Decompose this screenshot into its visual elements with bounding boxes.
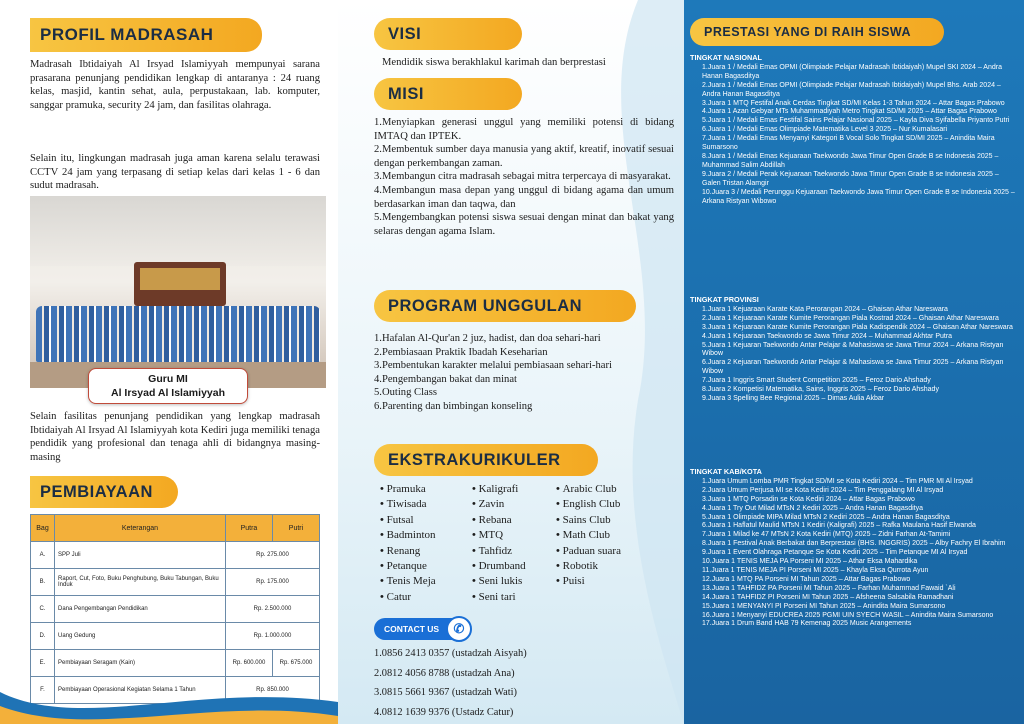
list-item: • Math Club — [556, 528, 621, 543]
fee-keterangan: Uang Gedung — [55, 623, 226, 650]
table-row — [31, 569, 320, 596]
ekstra-column-3 — [556, 482, 621, 590]
prestasi-nasional — [690, 54, 1016, 206]
list-item: 5.Outing Class — [374, 387, 437, 399]
list-item: 6.Parenting dan bimbingan konseling — [374, 400, 533, 412]
list-item: 9.Juara 3 Spelling Bee Regional 2025 – Dimas Aulia Akbar — [702, 394, 885, 402]
visi-title: VISI — [374, 18, 522, 50]
list-item: 6.Juara 2 Kejuaran Taekwondo Antar Pelajar & Mahasiswa se Jawa Timur 2025 – Arkana Ristyan Wibow — [702, 359, 1004, 376]
program-list — [374, 332, 674, 414]
list-item: 4.Juara 1 Azan Gebyar MTs Muhammadiyah Metro Tingkat SD/MI 2025 – Attar Bagas Prabowo — [702, 108, 997, 116]
list-item: 4.Membangun masa depan yang unggul di bidang agama dan umum berdasarkan iman dan taqwa, dan — [374, 184, 674, 210]
visi-text: Mendidik siswa berakhlakul karimah dan berprestasi — [382, 57, 606, 68]
prestasi-provinsi — [690, 296, 1016, 404]
fee-header-putra: Putra — [225, 515, 272, 542]
list-item: 1.Menyiapkan generasi unggul yang memiliki potensi di bidang IMTAQ dan IPTEK. — [374, 117, 674, 142]
list-item: 2.Membentuk sumber daya manusia yang aktif, kreatif, inovatif sesuai dengan perkembangan zaman. — [374, 144, 674, 169]
fee-keterangan: Dana Pengembangan Pendidikan — [55, 596, 226, 623]
fee-keterangan: Raport, Cut, Foto, Buku Penghubung, Buku Tabungan, Buku Induk — [55, 569, 226, 596]
program-title: PROGRAM UNGGULAN — [374, 290, 636, 322]
list-item: 15.Juara 1 MENYANYI PI Porseni MI Tahun 2025 – Anindita Maira Sumarsono — [702, 602, 946, 610]
fee-cost: Rp. 275.000 — [225, 542, 319, 569]
bottom-wave-decoration — [0, 662, 338, 724]
list-item: • Tenis Meja — [380, 574, 436, 589]
table-row — [31, 596, 320, 623]
table-row — [31, 623, 320, 650]
list-item: 5.Mengembangkan potensi siswa sesuai dengan minat dan bakat yang selaras dengan agama Islam. — [374, 212, 674, 237]
pembiayaan-title: PEMBIAYAAN — [30, 476, 178, 508]
contact-number: 1.0856 2413 0357 (ustadzah Aisyah) — [374, 648, 527, 659]
photo-caption-line-2: Al Irsyad Al Islamiyyah — [111, 387, 225, 399]
list-item: 17.Juara 1 Drum Band HAB 79 Kemenag 2025 Music Arangements — [702, 620, 912, 628]
list-item: • Tahfidz — [472, 544, 526, 559]
list-item: 8.Juara 2 Kompetisi Matematika, Sains, Inggris 2025 – Feroz Dario Ahshady — [702, 386, 939, 394]
fee-header-bag: Bag — [31, 515, 55, 542]
level-heading: TINGKAT NASIONAL — [690, 53, 763, 62]
contact-number: 3.0815 5661 9367 (ustadzah Wati) — [374, 687, 517, 698]
fee-cost: Rp. 175.000 — [225, 569, 319, 596]
fee-bag: D. — [31, 623, 55, 650]
list-item: 1.Hafalan Al-Qur'an 2 juz, hadist, dan doa sehari-hari — [374, 333, 601, 344]
fee-cost-putri: Rp. 675.000 — [272, 650, 319, 677]
panel-profil — [0, 0, 338, 724]
fee-cost: Rp. 850.000 — [225, 677, 319, 704]
fee-header-putri: Putri — [272, 515, 319, 542]
misi-list — [374, 116, 674, 238]
list-item: 3.Pembentukan karakter melalui pembiasaan sehari-hari — [374, 360, 612, 372]
contact-number: 4.0812 1639 9376 (Ustadz Catur) — [374, 706, 514, 718]
fee-keterangan: SPP Juli — [55, 542, 226, 569]
photo-caption — [88, 368, 248, 404]
list-item: 2.Juara 1 Kejuaraan Karate Kumite Perorangan Piala Kostrad 2024 – Ghaisan Athar Nareswara — [702, 314, 999, 322]
list-item: 8.Juara 1 / Medali Emas Kejuaraan Taekwondo Jawa Timur Open Grade B se Indonesia 2025 – Muhammad Salim Abdillah — [702, 152, 999, 169]
list-item: • Tiwisada — [380, 497, 436, 512]
fee-bag: C. — [31, 596, 55, 623]
fee-cost: Rp. 2.500.000 — [225, 596, 319, 623]
list-item: • Paduan suara — [556, 544, 621, 559]
list-item: 5.Juara 1 Kejuaran Taekwondo Antar Pelajar & Mahasiswa se Jawa Timur 2024 – Arkana Ristyan Wibow — [702, 341, 1004, 358]
phone-icon: ✆ — [446, 616, 472, 642]
table-row — [31, 542, 320, 569]
list-item: 11.Juara 1 TENIS MEJA PI Porseni MI 2025 – Khayla Eksa Qurrota Ayun — [702, 566, 929, 574]
list-item: • Zavin — [472, 497, 526, 512]
list-item: 3.Juara 1 MTQ Porsadin se Kota Kediri 2024 – Attar Bagas Prabowo — [702, 495, 915, 503]
contact-list — [374, 644, 527, 722]
level-heading: TINGKAT KAB/KOTA — [690, 467, 762, 476]
list-item: • English Club — [556, 497, 621, 512]
fee-bag: A. — [31, 542, 55, 569]
list-item: 13.Juara 1 TAHFIDZ PA Porseni MI Tahun 2025 – Farhan Muhammad Fawaid `Ali — [702, 584, 956, 592]
list-item: • MTQ — [472, 528, 526, 543]
list-item: 4.Pengembangan bakat dan minat — [374, 373, 517, 385]
list-item: 9.Juara 2 / Medali Perak Kejuaraan Taekwondo Jawa Timur Open Grade B se Indonesia 2025 – Galen Tristan Alamgir — [702, 170, 999, 187]
list-item: • Catur — [380, 590, 436, 605]
list-item: 2.Juara Umum Perjusa MI se Kota Kediri 2024 – Tim Penggalang MI Al Irsyad — [702, 486, 944, 494]
list-item: • Robotik — [556, 559, 621, 574]
list-item: • Futsal — [380, 513, 436, 528]
fee-bag: B. — [31, 569, 55, 596]
list-item: • Arabic Club — [556, 482, 621, 497]
list-item: • Seni tari — [472, 590, 526, 605]
list-item: 10.Juara 1 TENIS MEJA PA Porseni MI 2025 – Athar Eksa Mahardika — [702, 558, 918, 566]
list-item: 7.Juara 1 Inggris Smart Student Competition 2025 – Feroz Dario Ahshady — [702, 377, 931, 385]
teachers-group-photo — [30, 196, 326, 388]
list-item: • Seni lukis — [472, 574, 526, 589]
list-item: 5.Juara 1 Olimpiade MIPA Milad MTsN 2 Kediri 2025 – Andra Hanan Bagasditya — [702, 513, 950, 521]
list-item: 12.Juara 1 MTQ PA Porseni MI Tahun 2025 – Attar Bagas Prabowo — [702, 575, 911, 583]
list-item: 5.Juara 1 / Medali Emas Festifal Sains Pelajar Nasional 2025 – Kayla Diva Syifabella Priyanto Putri — [702, 117, 1010, 125]
list-item: • Petanque — [380, 559, 436, 574]
list-item: 1.Juara 1 Kejuaraan Karate Kata Perorangan 2024 – Ghaisan Athar Nareswara — [702, 305, 948, 313]
list-item: • Drumband — [472, 559, 526, 574]
list-item: • Sains Club — [556, 513, 621, 528]
fee-keterangan: Pembiayaan Seragam (Kain) — [55, 650, 226, 677]
fee-cost: Rp. 1.000.000 — [225, 623, 319, 650]
list-item: 2.Pembiasaan Praktik Ibadah Keseharian — [374, 346, 548, 358]
panel-visi-misi — [338, 0, 684, 724]
fee-bag: E. — [31, 650, 55, 677]
list-item: 9.Juara 1 Event Olahraga Petanque Se Kota Kediri 2025 – Tim Petanque MI Al Irsyad — [702, 549, 968, 557]
ekstra-title: EKSTRAKURIKULER — [374, 444, 598, 476]
list-item: 7.Juara 1 Milad ke 47 MTsN 2 Kota Kediri (MTQ) 2025 – Zidni Farhan At-Tamimi — [702, 531, 951, 539]
list-item: 4.Juara 1 Kejuaraan Taekwondo se Jawa Timur 2024 – Muhammad Akhtar Putra — [702, 332, 953, 340]
achievement-list — [690, 64, 1016, 207]
list-item: 6.Juara 1 Haflatul Maulid MTsN 1 Kediri (Kaligrafi) 2025 – Rafka Maulana Hasif Elwanda — [702, 522, 976, 530]
profil-paragraph-3: Selain fasilitas penunjang pendidikan yang lengkap madrasah Ibtidaiyah Al Irsyad Al Islamiyyah kota Kediri juga memiliki tenaga pendidik yang profesional dan tenaga ahli di bidangnya masing-masing — [30, 411, 320, 463]
list-item: • Puisi — [556, 574, 621, 589]
contact-us-button[interactable] — [374, 618, 470, 640]
list-item: 7.Juara 1 / Medali Emas Menyanyi Kategori B Vocal Solo Tingkat SD/MI 2025 – Anindita Maira Sumarsono — [702, 135, 995, 152]
misi-title: MISI — [374, 78, 522, 110]
list-item: 14.Juara 1 TAHFIDZ PI Porseni MI Tahun 2025 – Afsheena Salsabila Ramadhani — [702, 593, 954, 601]
level-heading: TINGKAT PROVINSI — [690, 295, 759, 304]
list-item: 1.Juara 1 / Medali Emas OPMI (Olimpiade Pelajar Madrasah Ibtidaiyah) Mupel SKI 2024 – Andra Hanan Bagasditya — [702, 63, 1002, 80]
list-item: 3.Membangun citra madrasah sebagai mitra terpercaya di masyarakat. — [374, 171, 671, 183]
achievement-list — [690, 478, 1016, 629]
profil-title: PROFIL MADRASAH — [30, 18, 262, 52]
achievement-list — [690, 306, 1016, 404]
fee-keterangan: Pembiayaan Operasional Kegiatan Selama 1 Tahun — [55, 677, 226, 704]
contact-number: 2.0812 4056 8788 (ustadzah Ana) — [374, 667, 515, 679]
profil-paragraph-1: Madrasah Ibtidaiyah Al Irsyad Islamiyyah mempunyai sarana prasarana penunjang pendidikan lengkap di antaranya : 24 ruang kelas, masjid, kantin sehat, aula, perpustakaan, lab. komputer, sanggar pramuka, security 24 jam, dan fasilitas olahraga. — [30, 59, 320, 111]
list-item: 10.Juara 3 / Medali Perunggu Kejuaraan Taekwondo Jawa Timur Open Grade B se Indonesia 2025 – Arkana Ristyan Wibowo — [702, 188, 1015, 205]
list-item: • Pramuka — [380, 482, 436, 497]
list-item: 3.Juara 1 Kejuaraan Karate Kumite Perorangan Piala Kadispendik 2024 – Ghaisan Athar Nareswara — [702, 323, 1013, 331]
ekstra-column-2 — [472, 482, 526, 605]
list-item: 2.Juara 1 / Medali Emas OPMI (Olimpiade Pelajar Madrasah Ibtidaiyah) Mupel Bhs. Arab 2024 – Andra Hanan Bagasditya — [702, 81, 1001, 98]
prestasi-title: PRESTASI YANG DI RAIH SISWA — [690, 18, 944, 46]
photo-caption-line-1: Guru MI — [148, 373, 188, 385]
list-item: 3.Juara 1 MTQ Festifal Anak Cerdas Tingkat SD/MI Kelas 1-3 Tahun 2024 – Attar Bagas Prabowo — [702, 99, 1005, 107]
list-item: 8.Juara 1 Festival Anak Berbakat dan Berprestasi (BHS. INGGRIS) 2025 – Alby Fachry El Ibrahim — [702, 540, 1006, 548]
list-item: • Badminton — [380, 528, 436, 543]
list-item: • Kaligrafi — [472, 482, 526, 497]
prestasi-kota — [690, 468, 1016, 629]
ekstra-column-1 — [380, 482, 436, 605]
list-item: • Rebana — [472, 513, 526, 528]
list-item: 16.Juara 1 Menyanyi EDUCREA 2025 PGMI UIN SYECH WASIL – Anindita Maira Sumarsono — [702, 611, 994, 619]
list-item: • Renang — [380, 544, 436, 559]
fee-cost-putra: Rp. 600.000 — [225, 650, 272, 677]
contact-us-label: CONTACT US — [384, 624, 440, 634]
list-item: 6.Juara 1 / Medali Emas Olimpiade Matematika Level 3 2025 – Nur Kumalasari — [702, 126, 948, 134]
list-item: 1.Juara Umum Lomba PMR Tingkat SD/MI se Kota Kediri 2024 – Tim PMR MI Al Irsyad — [702, 477, 973, 485]
fee-header-keterangan: Keterangan — [55, 515, 226, 542]
list-item: 4.Juara 1 Try Out Milad MTsN 2 Kediri 2025 – Andra Hanan Bagasditya — [702, 504, 924, 512]
profil-paragraph-2: Selain itu, lingkungan madrasah juga aman karena selalu terawasi CCTV 24 jam yang terpasang di setiap kelas dari kelas 1 - 6 dan sudut madrasah. — [30, 153, 320, 192]
fee-bag: F. — [31, 677, 55, 704]
